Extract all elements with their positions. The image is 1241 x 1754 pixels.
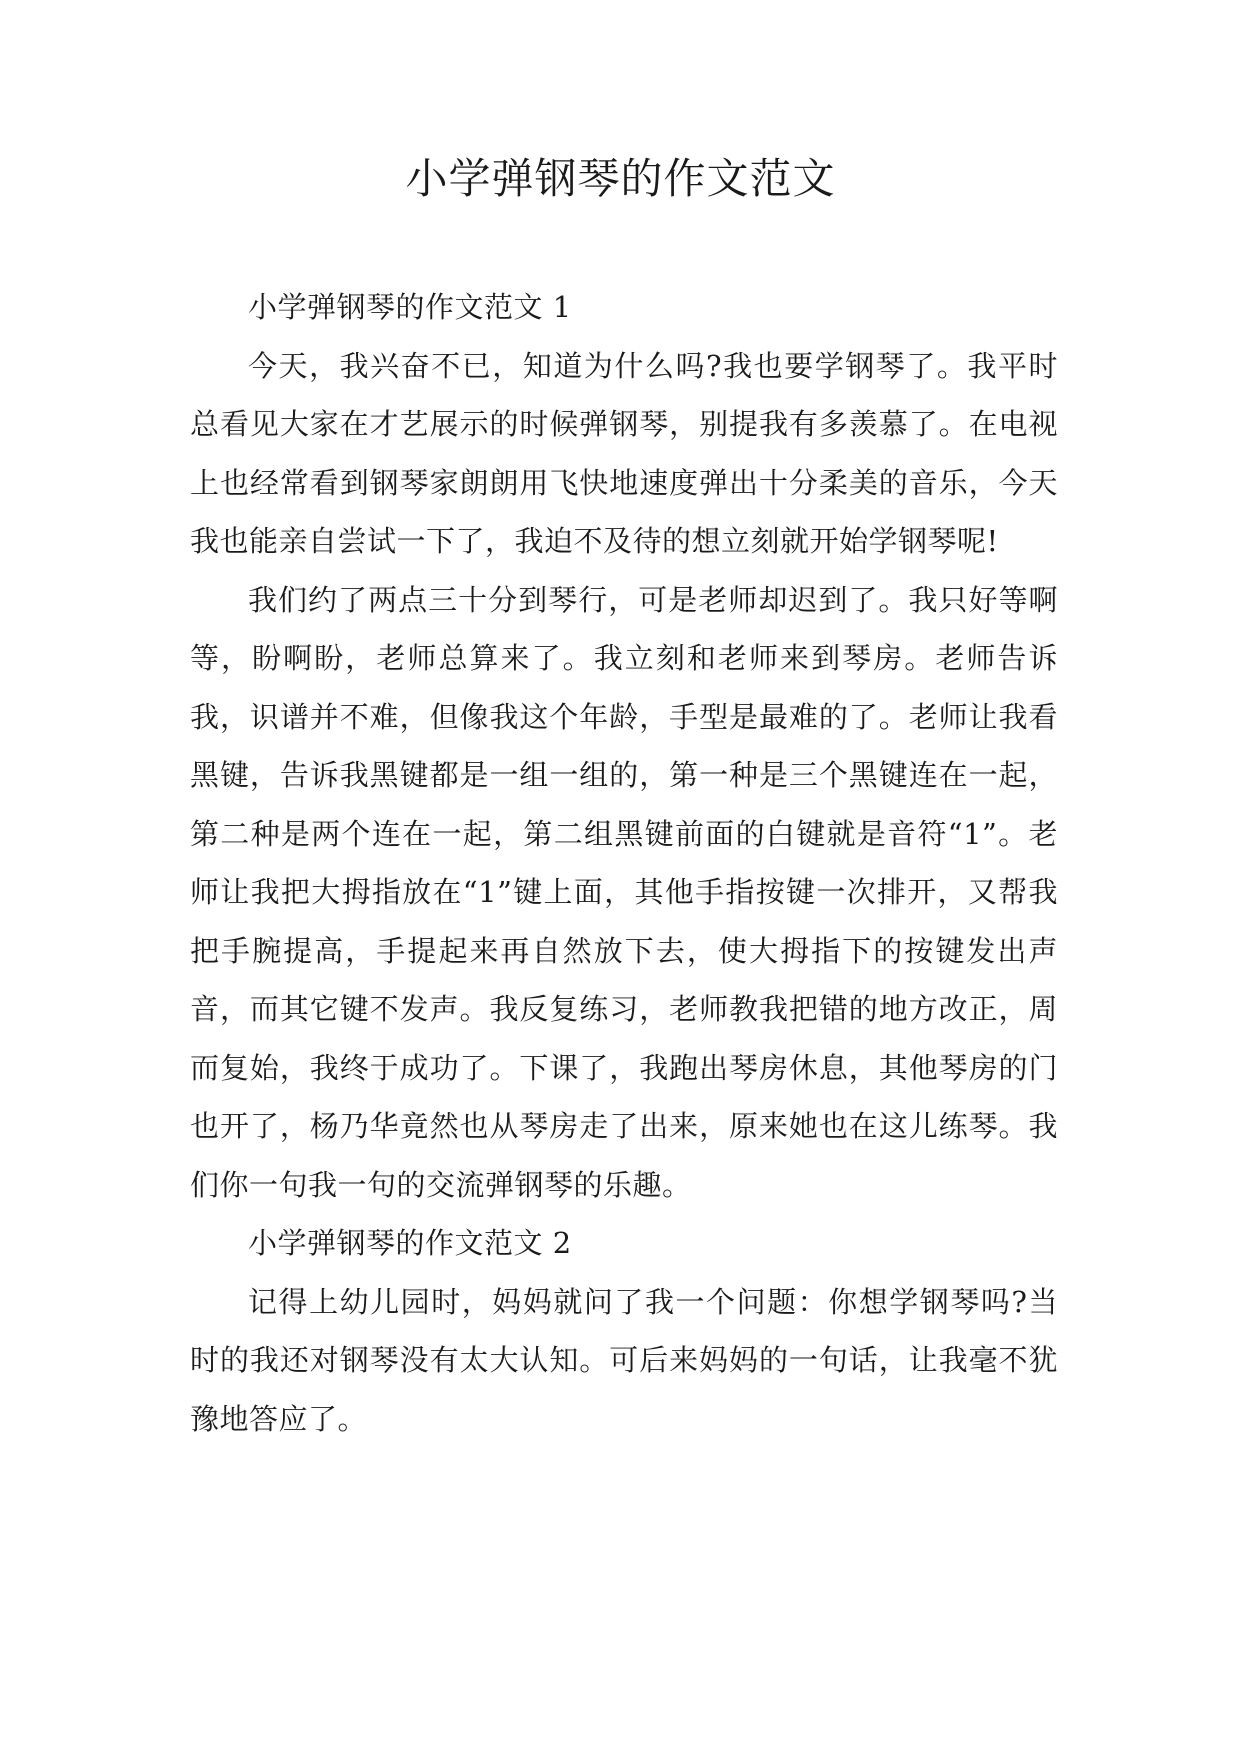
paragraph: 今天，我兴奋不已，知道为什么吗?我也要学钢琴了。我平时总看见大家在才艺展示的时候弹钢琴，别提我有多羡慕了。在电视上也经常看到钢琴家朗朗用飞快地速度弹出十分柔美的音乐，今天我也能亲自尝试一下了，我迫不及待的想立刻就开始学钢琴呢!: [190, 348, 1058, 558]
section-heading: 小学弹钢琴的作文范文 2: [248, 1226, 572, 1260]
paragraph: 记得上幼儿园时，妈妈就问了我一个问题：你想学钢琴吗?当时的我还对钢琴没有太大认知。可后来妈妈的一句话，让我毫不犹豫地答应了。: [190, 1284, 1058, 1436]
document-title: 小学弹钢琴的作文范文: [405, 154, 836, 203]
document-body: [190, 278, 1058, 1448]
paragraph: 我们约了两点三十分到琴行，可是老师却迟到了。我只好等啊等，盼啊盼，老师总算来了。我立刻和老师来到琴房。老师告诉我，识谱并不难，但像我这个年龄，手型是最难的了。老师让我看黑键，告诉我黑键都是一组一组的，第一种是三个黑键连在一起，第二种是两个连在一起，第二组黑键前面的白键就是音符“1”。老师让我把大拇指放在“1”键上面，其他手指按键一次排开，又帮我把手腕提高，手提起来再自然放下去，使大拇指下的按键发出声音，而其它键不发声。我反复练习，老师教我把错的地方改正，周而复始，我终于成功了。下课了，我跑出琴房休息，其他琴房的门也开了，杨乃华竟然也从琴房走了出来，原来她也在这儿练琴。我们你一句我一句的交流弹钢琴的乐趣。: [190, 582, 1058, 1202]
section-heading: 小学弹钢琴的作文范文 1: [248, 290, 572, 324]
